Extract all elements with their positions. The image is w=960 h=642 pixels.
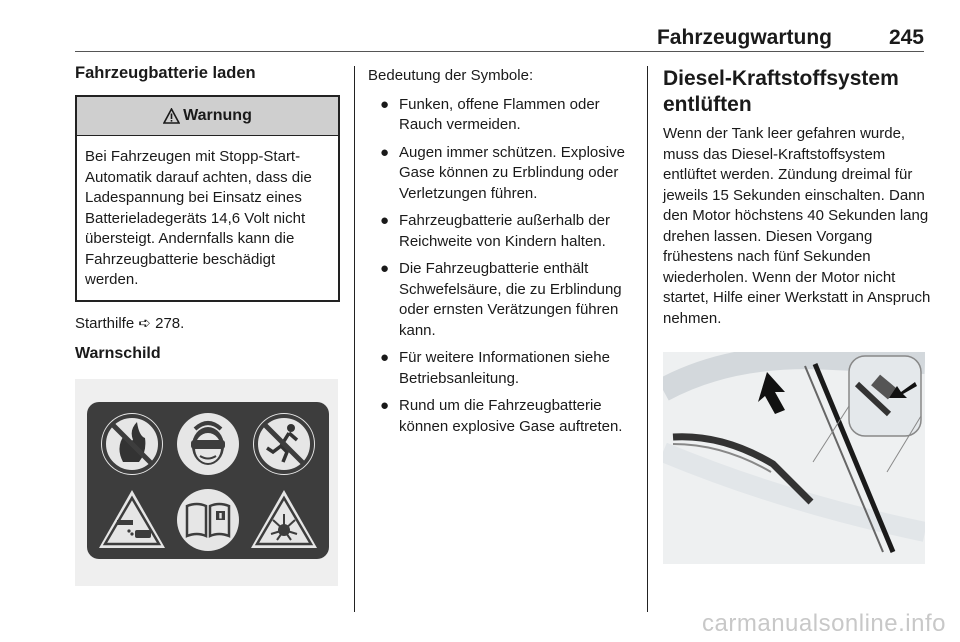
no-fire-icon <box>101 413 163 475</box>
list-item: ● Augen immer schützen. Explosive Gase können zu Erblindung oder Verletzungen führen. <box>380 143 625 202</box>
jump-start-page-link[interactable]: 278. <box>155 314 185 332</box>
bullet-icon: ● <box>380 397 390 414</box>
column-battery-charging <box>75 62 342 586</box>
warning-header <box>77 97 338 136</box>
bullet-icon: ● <box>380 349 390 366</box>
bullet-icon: ● <box>380 260 390 277</box>
section-title-diesel: Diesel-Kraftstoffsystem entlüften <box>663 67 899 116</box>
symbols-list <box>368 95 636 438</box>
explosive-warning-icon <box>251 490 317 548</box>
section-title: Fahrzeugbatterie laden <box>75 64 256 82</box>
list-item: ● Fahrzeugbatterie außerhalb der Reichweite von Kindern halten. <box>380 212 610 250</box>
column-divider-2 <box>647 66 648 612</box>
list-item: ● Funken, offene Flammen oder Rauch vermeiden. <box>380 95 600 133</box>
warning-box <box>75 95 340 302</box>
jump-start-label: Starthilfe <box>75 314 135 332</box>
bullet-icon: ● <box>380 95 390 113</box>
eye-protection-icon <box>177 413 239 475</box>
chapter-title: Fahrzeugwartung <box>656 26 832 49</box>
read-manual-icon <box>177 489 239 551</box>
header-divider <box>75 51 924 52</box>
warning-sign-panel <box>87 402 329 559</box>
warning-triangle-icon <box>163 108 180 124</box>
warning-sign-image <box>75 379 338 586</box>
list-item: ● Die Fahrzeugbatterie enthält Schwefelsäure, die zu Erblindung oder ernsten Verätzungen führen kann. <box>380 260 622 339</box>
list-item: ● Für weitere Informationen siehe Betriebsanleitung. <box>380 349 610 387</box>
watermark: carmanualsonline.info <box>702 610 946 637</box>
bullet-icon: ● <box>380 212 390 229</box>
warning-label: Warnung <box>183 107 252 124</box>
page-ref-arrow-icon: ➪ <box>138 314 151 332</box>
bullet-icon: ● <box>380 143 390 161</box>
symbols-intro: Bedeutung der Symbole: <box>368 67 534 84</box>
warning-text: Bei Fahrzeugen mit Stopp-Start-Automatik darauf achten, dass die Ladespannung bei Einsatz eines Batterieladegeräts 14,6 Volt nicht übersteigt. Andernfalls kann die Fahrzeugbatterie beschädigt werden. <box>85 148 312 288</box>
list-item: ● Rund um die Fahrzeugbatterie können explosive Gase auftreten. <box>380 397 623 435</box>
column-symbol-meaning <box>368 66 636 444</box>
diesel-bleeding-text: Wenn der Tank leer gefahren wurde, muss das Diesel-Kraftstoffsystem entlüftet werden. Zündung dreimal für jeweils 15 Sekunden einschalten. Dann den Motor höchstens 40 Sekunden lang drehen lassen. Diesen Vorgang frühestens nach fünf Sekunden wiederholen. Wenn der Motor nicht startet, Hilfe einer Werkstatt in Anspruch nehmen. <box>663 125 931 327</box>
keep-children-away-icon <box>253 413 315 475</box>
page-number: 245 <box>888 26 924 49</box>
jump-start-reference <box>75 314 342 335</box>
warning-sign-title: Warnschild <box>75 345 161 362</box>
corrosive-warning-icon <box>99 490 165 548</box>
wiper-blade-illustration <box>663 352 925 564</box>
detail-inset <box>849 356 921 436</box>
column-divider-1 <box>354 66 355 612</box>
column-diesel-wiper <box>663 66 933 381</box>
